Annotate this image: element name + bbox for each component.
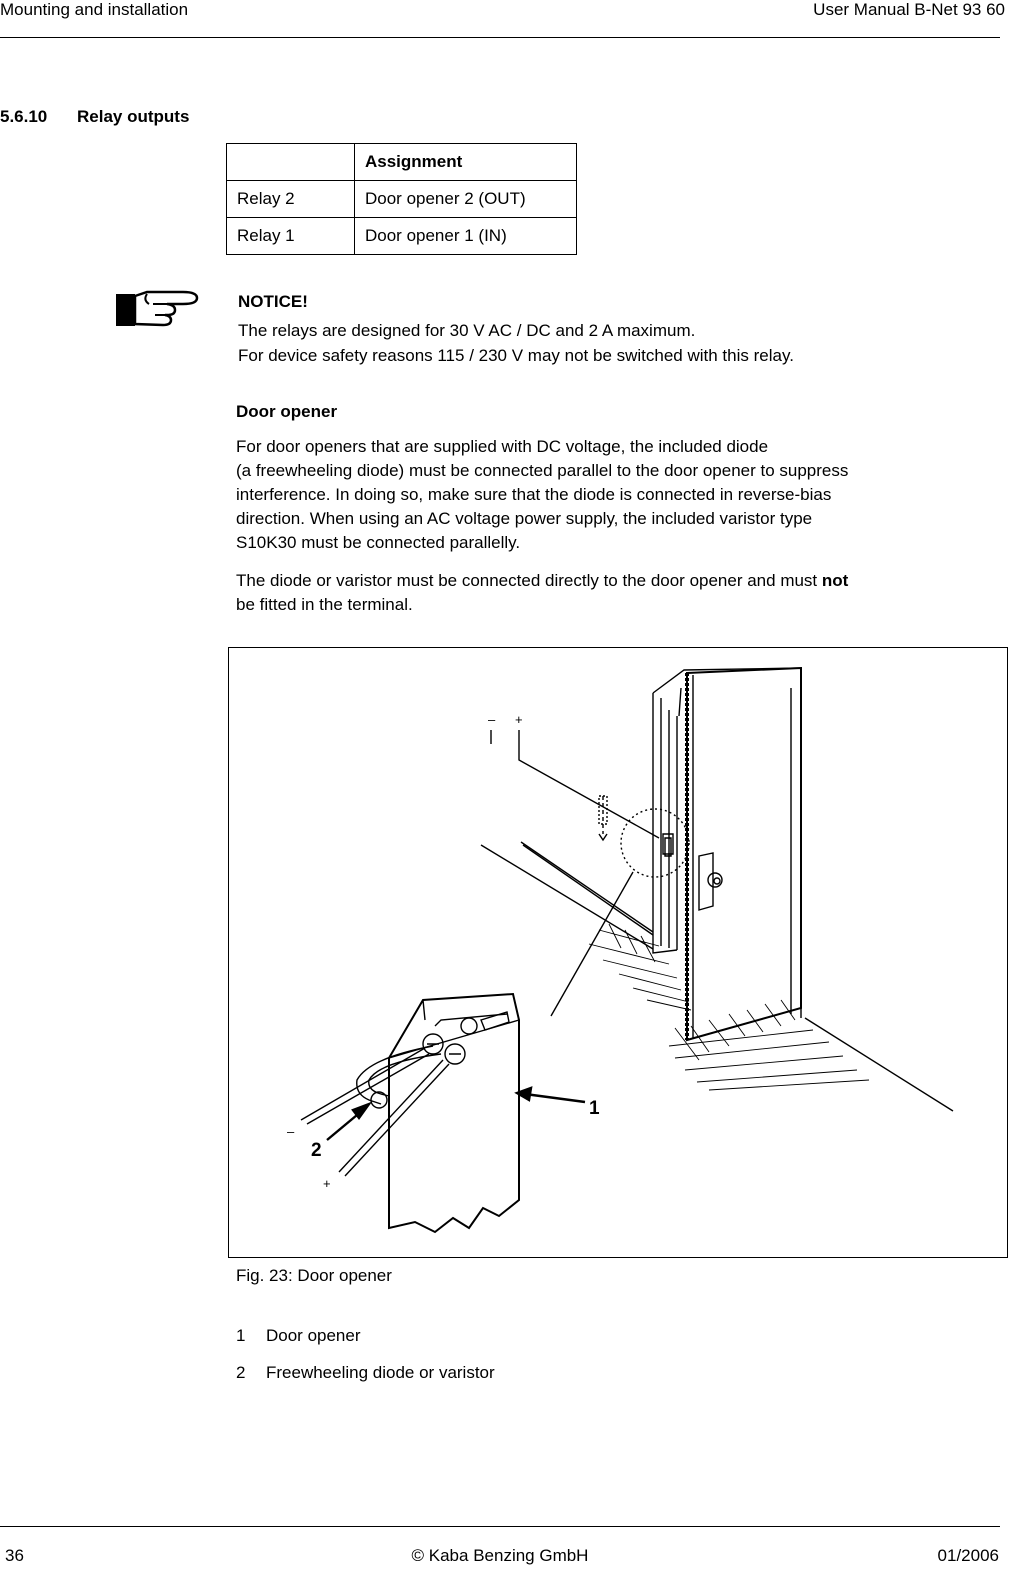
relay-assignment-table (226, 143, 577, 255)
minus-terminal-label: – (488, 712, 496, 727)
header-chapter: Mounting and installation (0, 0, 189, 19)
table-header-cell: Assignment (355, 144, 577, 181)
table-cell: Relay 2 (227, 181, 355, 218)
header-manual-title: User Manual B-Net 93 60 (813, 0, 1005, 19)
section-number: 5.6.10 (0, 107, 48, 126)
subsection-heading: Door opener (236, 402, 338, 421)
paragraph-text: The diode or varistor must be connected directly to the door opener and must (236, 571, 822, 590)
notice-title: NOTICE! (238, 292, 308, 311)
table-header-cell (227, 144, 355, 181)
paragraph-line: interference. In doing so, make sure that the diode is connected in reverse-bias (236, 485, 832, 504)
notice-text-line: For device safety reasons 115 / 230 V may not be switched with this relay. (238, 346, 794, 365)
footer-date: 01/2006 (937, 1546, 999, 1565)
footer-rule (0, 1526, 1000, 1527)
door-opener-figure (228, 647, 1008, 1258)
paragraph-diode (236, 435, 996, 555)
paragraph-line: (a freewheeling diode) must be connected parallel to the door opener to suppress (236, 461, 849, 480)
pointing-hand-icon (113, 286, 203, 330)
minus-wire-label: – (287, 1124, 295, 1139)
table-cell: Door opener 2 (OUT) (355, 181, 577, 218)
table-row (227, 218, 577, 255)
notice-text-line: The relays are designed for 30 V AC / DC and 2 A maximum. (238, 321, 696, 340)
table-header-row (227, 144, 577, 181)
table-cell: Door opener 1 (IN) (355, 218, 577, 255)
footer-copyright: © Kaba Benzing GmbH (411, 1546, 589, 1565)
legend-text: Freewheeling diode or varistor (266, 1363, 495, 1382)
emphasis-not: not (821, 571, 849, 590)
legend-text: Door opener (266, 1326, 361, 1345)
paragraph-line: direction. When using an AC voltage power supply, the included varistor type (236, 509, 813, 528)
callout-2-label: 2 (311, 1140, 322, 1161)
plus-wire-label: + (323, 1176, 331, 1191)
legend-number: 2 (236, 1363, 246, 1382)
table-row (227, 181, 577, 218)
paragraph-line: be fitted in the terminal. (236, 595, 413, 614)
figure-caption: Fig. 23: Door opener (236, 1266, 392, 1285)
table-cell: Relay 1 (227, 218, 355, 255)
paragraph-line: S10K30 must be connected parallelly. (236, 533, 521, 552)
legend-number: 1 (236, 1326, 246, 1345)
section-title: Relay outputs (77, 107, 190, 126)
paragraph-connection (236, 569, 996, 617)
header-rule (0, 37, 1000, 38)
paragraph-line: For door openers that are supplied with DC voltage, the included diode (236, 437, 769, 456)
paragraph-line (236, 569, 996, 593)
door-opener-illustration (229, 648, 1007, 1257)
page-number: 36 (5, 1546, 24, 1565)
plus-terminal-label: + (515, 712, 523, 727)
callout-1-label: 1 (589, 1098, 600, 1119)
